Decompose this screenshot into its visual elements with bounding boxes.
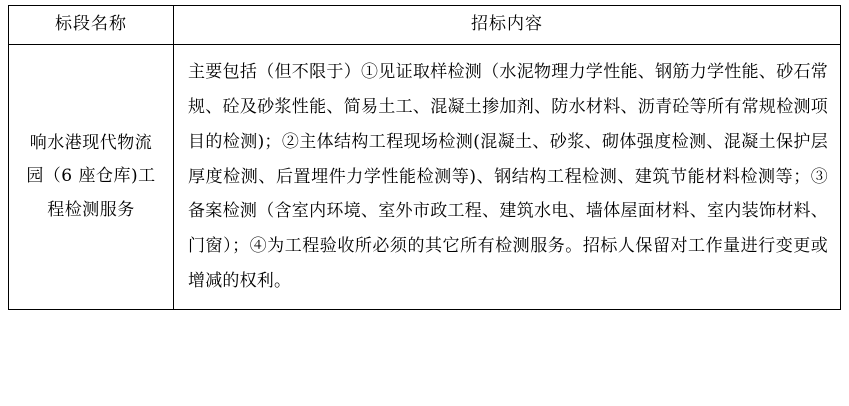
bid-content-table: [8, 5, 841, 310]
bid-content-paragraph: 主要包括（但不限于）①见证取样检测（水泥物理力学性能、钢筋力学性能、砂石常规、砼及砂浆性能、简易土工、混凝土掺加剂、防水材料、沥青砼等所有常规检测项目的检测)；②主体结构工程现场检测(混凝土、砂浆、砌体强度检测、混凝土保护层厚度检测、后置埋件力学性能检测等)、钢结构工程检测、建筑节能材料检测等；③备案检测（含室内环境、室外市政工程、建筑水电、墙体屋面材料、室内装饰材料、门窗）；④为工程验收所必须的其它所有检测服务。招标人保留对工作量进行变更或增减的权利。: [188, 62, 828, 292]
table-row: [9, 45, 841, 310]
column-header-bid-content: 招标内容: [174, 6, 841, 45]
cell-section-name: 响水港现代物流园（6 座仓库)工程检测服务: [9, 45, 174, 310]
column-header-section-name: 标段名称: [9, 6, 174, 45]
table-header-row: [9, 6, 841, 45]
cell-bid-content: [174, 45, 841, 310]
